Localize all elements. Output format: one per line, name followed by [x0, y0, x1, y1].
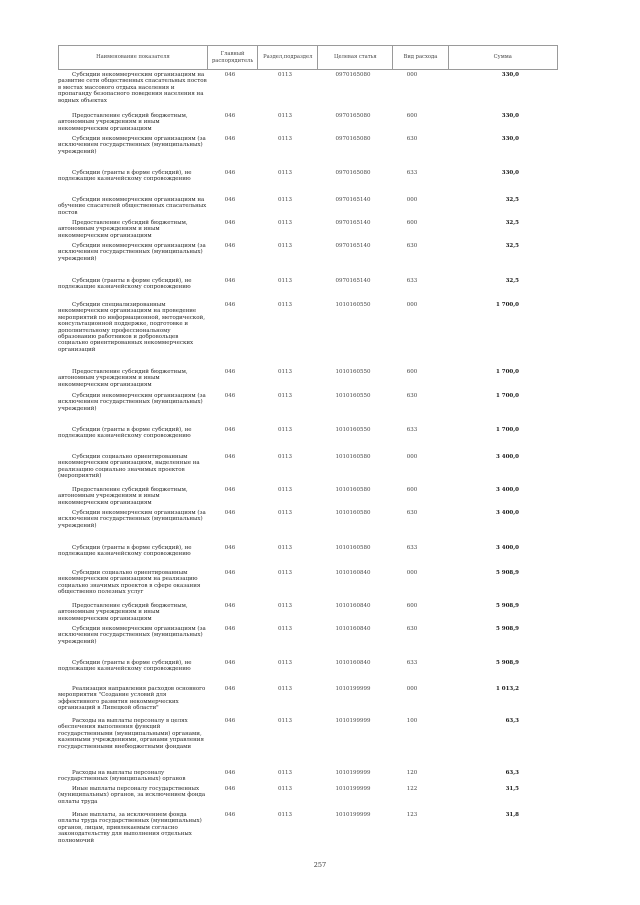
row-main-manager: 046	[224, 510, 236, 516]
row-expense-type: 633	[406, 170, 418, 176]
row-name: Субсидии (гранты в форме субсидий), не подлежащие казначейскому сопровождению	[58, 545, 192, 558]
row-section: 0113	[278, 812, 292, 818]
row-main-manager: 046	[224, 393, 236, 399]
row-expense-type: 630	[406, 393, 418, 399]
row-name: Предоставление субсидий бюджетным, автономным учреждениям и иным некоммерческим организациям	[58, 603, 188, 622]
row-section: 0113	[278, 197, 292, 203]
row-expense-type: 100	[406, 718, 418, 724]
row-main-manager: 046	[224, 197, 236, 203]
row-target-item: 1010160550	[335, 302, 371, 308]
row-name: Субсидии некоммерческим организациям (за исключением государственных (муниципальных) учреждений)	[58, 626, 206, 645]
row-sum: 1 013,2	[496, 686, 519, 692]
row-name: Расходы на выплаты персоналу в целях обеспечения выполнения функций государственными (муниципальными) органами, казенными учреждениями, органами управления государственными внебюджетными фондами	[58, 718, 204, 750]
row-section: 0113	[278, 278, 292, 284]
row-expense-type: 120	[406, 770, 418, 776]
row-sum: 5 908,9	[496, 660, 519, 666]
row-sum: 63,3	[505, 718, 519, 724]
row-name: Иные выплаты персоналу государственных (муниципальных) органов, за исключением фонда оплаты труда	[58, 786, 206, 805]
row-sum: 32,5	[505, 243, 519, 249]
row-name: Расходы на выплаты персоналу государственных (муниципальных) органов	[58, 770, 186, 783]
row-expense-type: 000	[406, 686, 418, 692]
row-name: Субсидии некоммерческим организациям (за исключением государственных (муниципальных) учреждений)	[58, 510, 206, 529]
row-sum: 1 700,0	[496, 302, 519, 308]
row-expense-type: 630	[406, 626, 418, 632]
row-sum: 1 700,0	[496, 393, 519, 399]
row-target-item: 1010160580	[335, 545, 371, 551]
row-name: Предоставление субсидий бюджетным, автономным учреждениям и иным некоммерческим организациям	[58, 487, 188, 506]
header-name: Наименование показателя	[59, 46, 208, 69]
row-expense-type: 630	[406, 136, 418, 142]
row-section: 0113	[278, 718, 292, 724]
row-expense-type: 600	[406, 487, 418, 493]
row-sum: 330,0	[501, 170, 519, 176]
row-sum: 5 908,9	[496, 570, 519, 576]
row-main-manager: 046	[224, 220, 236, 226]
row-section: 0113	[278, 136, 292, 142]
row-name: Субсидии социально ориентированным некоммерческим организациям, выделенные на реализацию социально значимых проектов (мероприятий)	[58, 454, 200, 480]
row-sum: 5 908,9	[496, 626, 519, 632]
row-name: Реализация направления расходов основного мероприятия "Создание условий для эффективного развития некоммерческих организаций в Липецкой области"	[58, 686, 206, 712]
row-main-manager: 046	[224, 369, 236, 375]
row-main-manager: 046	[224, 660, 236, 666]
row-main-manager: 046	[224, 302, 236, 308]
row-main-manager: 046	[224, 427, 236, 433]
row-expense-type: 122	[406, 786, 418, 792]
header-section: Раздел,подраздел	[258, 46, 318, 69]
row-name: Субсидии социально ориентированным некоммерческим организациям на реализацию социально значимых проектов в сфере оказания общественно полезных услуг	[58, 570, 201, 596]
row-target-item: 1010199999	[335, 812, 371, 818]
row-expense-type: 633	[406, 660, 418, 666]
header-expense-type: Вид расхода	[393, 46, 448, 69]
row-main-manager: 046	[224, 812, 236, 818]
row-name: Субсидии (гранты в форме субсидий), не подлежащие казначейскому сопровождению	[58, 278, 192, 291]
row-section: 0113	[278, 686, 292, 692]
row-expense-type: 000	[406, 570, 418, 576]
row-expense-type: 000	[406, 454, 418, 460]
row-name: Субсидии некоммерческим организациям на развитие сети общественных спасательных постов в местах массового отдыха населения и пропаганду безопасного поведения населения на водных объектах	[58, 72, 207, 104]
row-sum: 32,5	[505, 278, 519, 284]
row-main-manager: 046	[224, 770, 236, 776]
row-target-item: 1010199999	[335, 718, 371, 724]
row-expense-type: 600	[406, 369, 418, 375]
row-section: 0113	[278, 487, 292, 493]
row-target-item: 1010199999	[335, 686, 371, 692]
row-sum: 32,5	[505, 197, 519, 203]
row-name: Предоставление субсидий бюджетным, автономным учреждениям и иным некоммерческим организациям	[58, 220, 188, 239]
row-expense-type: 630	[406, 510, 418, 516]
row-sum: 3 400,0	[496, 487, 519, 493]
row-section: 0113	[278, 427, 292, 433]
row-target-item: 1010160840	[335, 570, 371, 576]
row-sum: 63,3	[505, 770, 519, 776]
row-target-item: 1010160550	[335, 393, 371, 399]
row-target-item: 0970165140	[335, 278, 371, 284]
row-target-item: 1010160840	[335, 626, 371, 632]
row-sum: 330,0	[501, 113, 519, 119]
row-name: Субсидии некоммерческим организациям на обучение спасателей общественных спасательных постов	[58, 197, 207, 216]
row-target-item: 0970165080	[335, 72, 371, 78]
row-section: 0113	[278, 660, 292, 666]
row-main-manager: 046	[224, 454, 236, 460]
row-section: 0113	[278, 220, 292, 226]
row-main-manager: 046	[224, 545, 236, 551]
row-section: 0113	[278, 243, 292, 249]
row-main-manager: 046	[224, 786, 236, 792]
row-target-item: 1010160550	[335, 369, 371, 375]
row-sum: 330,0	[501, 136, 519, 142]
row-expense-type: 633	[406, 427, 418, 433]
row-section: 0113	[278, 510, 292, 516]
row-section: 0113	[278, 570, 292, 576]
row-sum: 31,8	[505, 812, 519, 818]
row-target-item: 1010160580	[335, 487, 371, 493]
row-main-manager: 046	[224, 170, 236, 176]
row-section: 0113	[278, 113, 292, 119]
row-expense-type: 630	[406, 243, 418, 249]
row-main-manager: 046	[224, 113, 236, 119]
row-name: Иные выплаты, за исключением фонда оплаты труда государственных (муниципальных) органов, лицам, привлекаемым согласно законодательству для выполнения отдельных полномочий	[58, 812, 202, 844]
row-target-item: 1010199999	[335, 786, 371, 792]
row-expense-type: 000	[406, 197, 418, 203]
row-target-item: 1010160580	[335, 510, 371, 516]
row-sum: 31,5	[505, 786, 519, 792]
row-section: 0113	[278, 626, 292, 632]
row-sum: 5 908,9	[496, 603, 519, 609]
row-sum: 3 400,0	[496, 545, 519, 551]
row-name: Субсидии некоммерческим организациям (за исключением государственных (муниципальных) учреждений)	[58, 393, 206, 412]
row-main-manager: 046	[224, 718, 236, 724]
row-sum: 1 700,0	[496, 369, 519, 375]
row-target-item: 0970165080	[335, 113, 371, 119]
row-expense-type: 633	[406, 545, 418, 551]
row-main-manager: 046	[224, 243, 236, 249]
row-main-manager: 046	[224, 72, 236, 78]
row-sum: 3 400,0	[496, 510, 519, 516]
row-sum: 32,5	[505, 220, 519, 226]
row-expense-type: 633	[406, 278, 418, 284]
page-number: 257	[313, 861, 327, 869]
header-sum: Сумма	[493, 54, 512, 61]
row-main-manager: 046	[224, 136, 236, 142]
row-target-item: 1010160840	[335, 660, 371, 666]
row-section: 0113	[278, 786, 292, 792]
row-name: Субсидии некоммерческим организациям (за исключением государственных (муниципальных) учреждений)	[58, 136, 206, 155]
row-section: 0113	[278, 302, 292, 308]
row-target-item: 1010160580	[335, 454, 371, 460]
row-target-item: 1010160550	[335, 427, 371, 433]
row-sum: 1 700,0	[496, 427, 519, 433]
row-section: 0113	[278, 545, 292, 551]
row-expense-type: 600	[406, 113, 418, 119]
row-name: Предоставление субсидий бюджетным, автономным учреждениям и иным некоммерческим организациям	[58, 113, 188, 132]
row-target-item: 1010199999	[335, 770, 371, 776]
row-target-item: 0970165140	[335, 243, 371, 249]
row-section: 0113	[278, 170, 292, 176]
row-name: Предоставление субсидий бюджетным, автономным учреждениям и иным некоммерческим организациям	[58, 369, 188, 388]
row-main-manager: 046	[224, 278, 236, 284]
row-section: 0113	[278, 603, 292, 609]
row-main-manager: 046	[224, 570, 236, 576]
row-target-item: 0970165140	[335, 220, 371, 226]
row-section: 0113	[278, 770, 292, 776]
row-main-manager: 046	[224, 603, 236, 609]
row-target-item: 0970165080	[335, 170, 371, 176]
row-name: Субсидии (гранты в форме субсидий), не подлежащие казначейскому сопровождению	[58, 170, 192, 183]
row-expense-type: 123	[406, 812, 418, 818]
row-target-item: 0970165140	[335, 197, 371, 203]
row-expense-type: 000	[406, 72, 418, 78]
row-expense-type: 600	[406, 220, 418, 226]
row-main-manager: 046	[224, 626, 236, 632]
row-main-manager: 046	[224, 686, 236, 692]
row-name: Субсидии специализированным некоммерческим организациям на проведение мероприятий по информационной, методической, консультационной поддержке, подготовке и дополнительному профессиональному образованию работников и добровольцев социально ориентированных некоммерческих организаций	[58, 302, 205, 353]
header-main-manager: Главный распорядитель	[208, 46, 258, 69]
row-name: Субсидии некоммерческим организациям (за исключением государственных (муниципальных) учреждений)	[58, 243, 206, 262]
row-sum: 3 400,0	[496, 454, 519, 460]
header-target-item: Целевая статья	[318, 46, 393, 69]
row-name: Субсидии (гранты в форме субсидий), не подлежащие казначейскому сопровождению	[58, 427, 192, 440]
row-expense-type: 000	[406, 302, 418, 308]
row-section: 0113	[278, 393, 292, 399]
row-section: 0113	[278, 454, 292, 460]
row-main-manager: 046	[224, 487, 236, 493]
row-target-item: 0970165080	[335, 136, 371, 142]
row-section: 0113	[278, 369, 292, 375]
row-target-item: 1010160840	[335, 603, 371, 609]
row-expense-type: 600	[406, 603, 418, 609]
row-section: 0113	[278, 72, 292, 78]
row-sum: 330,0	[501, 72, 519, 78]
table-header	[58, 45, 558, 70]
row-name: Субсидии (гранты в форме субсидий), не подлежащие казначейскому сопровождению	[58, 660, 192, 673]
